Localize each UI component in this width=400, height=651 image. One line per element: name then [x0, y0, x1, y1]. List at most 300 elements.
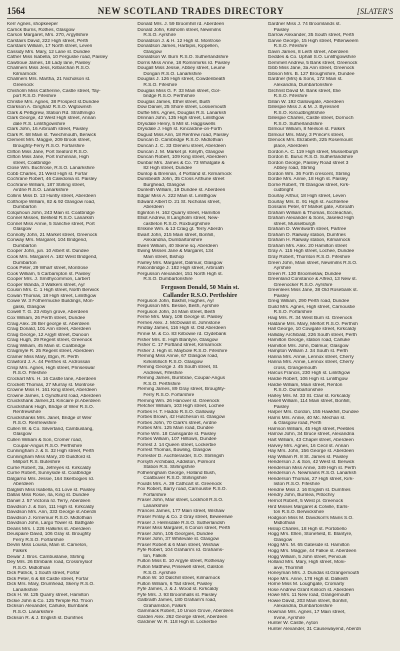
- directory-entry: Donaldson J. & H. 12 High st. Montrose: [137, 38, 221, 44]
- directory-entry: Forbes Brown, 42 Hutcheson st. Glasgow: [137, 415, 225, 421]
- directory-entry: & Glasgow road, Perth: [273, 421, 322, 427]
- directory-entry: Craig Alex. 26 Ber george st. Aberdeen: [7, 321, 90, 327]
- directory-entry: Drysdale Henry, 5 Mill st. Haggswells: [137, 121, 216, 127]
- directory-entry: port R.S.O. Fifeshire: [13, 94, 57, 100]
- directory-entry: Hendrie Miss J. 16 English st. Dumfries: [267, 487, 351, 493]
- directory-entry: Alexandria, Dumbartonshire: [273, 83, 333, 89]
- directory-entry: Hogg Mrs. Maggie, 44 Falkie st. Aberdeen: [267, 548, 357, 554]
- directory-entry: Fraser Miss Margaret, 6 Conon street, Perth: [137, 526, 231, 532]
- directory-entry: Dickson Alexander, Carluke, Burnbank: [7, 604, 89, 610]
- directory-entry: Ferry R.S.O. Forfarshire: [143, 393, 195, 398]
- directory-entry: Connel Miss Annie, 5 Sanchie street, Port: [7, 221, 95, 227]
- directory-entry: Fyfe Robert, 104 Graham's rd. Grahams-: [137, 548, 224, 554]
- directory-entry: Hendry John, Burnlea, Pitlochry: [267, 493, 335, 499]
- directory-entry: Harrow John, 34 Bruce street, Alexandria: [267, 432, 355, 438]
- directory-entry: Dick Peter, 6 & 68 Castle street, Forfar: [7, 576, 89, 582]
- directory-entry: Irvine, Ayrshire: [273, 615, 305, 621]
- directory-entry: R.S.O. Lanarkshire: [13, 609, 54, 615]
- directory-entry: Gray Robert, Thornton R.S.O. Fifeshire: [267, 254, 351, 260]
- directory-entry: Carson Margaret, Mrs. 270, Argyllshire: [7, 33, 89, 39]
- directory-entry: Cowan Thomas, 18 High street, Linlithgow: [7, 293, 97, 299]
- directory-entry: Renfrewshire: [13, 410, 41, 416]
- directory-entry: Howe Mrs. 11 New road, Grangemouth: [267, 593, 350, 599]
- directory-entry: Andrews, Fifeshire: [143, 370, 183, 376]
- directory-entry: Harvey Mrs. Agnes, 16 Cecil st. Annan: [267, 443, 349, 449]
- directory-entry: Drysdale J. High st. Kincardine-on-Forth: [137, 127, 222, 133]
- directory-entry: Glasgow: [13, 432, 32, 438]
- directory-entry: R.S.O. Renfrewshire: [13, 421, 57, 427]
- directory-entry: Gorrie Robert, 78 Glasgow street, Kirk-: [267, 182, 350, 188]
- directory-entry: Fleming George J. 45 South street, St.: [137, 365, 219, 371]
- directory-entry: Greig William, 290 Perth road, Dundee: [267, 299, 350, 305]
- directory-entry: Duffie Mrs. Agnes, Douglas R.S. Lanarksh: [137, 110, 227, 116]
- directory-entry: Dunlop & Brennan, 4 Portland st. Kilmarnock: [137, 171, 232, 177]
- directory-entry: Dumbarton: [13, 243, 37, 249]
- directory-entry: Henderson J. & Son, 42 West st. Berwick: [267, 460, 355, 466]
- directory-entry: Dow Daniel, 25 Shore street, Lossiemouth: [137, 105, 227, 111]
- directory-entry: Chisholm Miss Catherine, Castle street, Tay-: [7, 88, 101, 94]
- directory-entry: Douglas J. 126 High street, Cowdenbeath: [137, 77, 226, 83]
- directory-entry: Cawtroue James, 18 Lady lane, Paisley: [7, 60, 91, 66]
- directory-entry: Henderson Thomas, 27 High street, Kirk-: [267, 476, 354, 482]
- directory-entry: Hardie Robert, 106 High st. Linlithgow: [267, 377, 348, 382]
- directory-entry: Fraser Robert & 6 Main street, Wishaw: [137, 542, 220, 548]
- directory-entry: Hogg Mrs. Ellen, Stonefield, E. Blantyre,: [267, 532, 353, 538]
- directory-entry: Cruickshank Hugh, Bridge of Weir R.S.O.: [7, 404, 95, 410]
- directory-entry: Findlay James, 116 High st. Old Aberdeen: [137, 326, 226, 332]
- directory-entry: R.S.O. Fifeshire: [13, 371, 47, 377]
- directory-entry: Dickie John & Co. 125 Temple Rd. Troon: [7, 598, 93, 604]
- directory-entry: Fulton Matthew, Prisewell street, Galston: [137, 564, 224, 570]
- directory-entry: Paisley: [273, 404, 289, 410]
- directory-entry: Eglinton H. 162 Quarry street, Hamilton: [137, 210, 221, 216]
- directory-entry: Guild Mrs. Agnes, High street, Carnoustie: [267, 304, 356, 310]
- directory-entry: Foulds Mrs. A. 39 Cathcart st. Greenock: [137, 481, 222, 487]
- directory-entry: R.S.O. Fifeshire: [143, 83, 178, 89]
- directory-entry: cross, Grangemouth: [273, 365, 317, 371]
- directory-entry: Fleming Miss Annie, 67 Glasgow road,: [137, 354, 219, 360]
- directory-entry: Garden Alex. 262 George street, Aberdeen: [137, 614, 228, 620]
- directory-entry: Fraser John, Mair street, Lockholl R.S.O.: [137, 498, 224, 504]
- directory-entry: Gavin James, 8 Leith street, Aberdeen: [267, 49, 349, 55]
- directory-entry: Hamilton Mrs. John, Dalmuir, Glasgow: [267, 343, 349, 349]
- directory-entry: cudbright: [273, 188, 294, 194]
- directory-entry: Howie David, 203 Main street, Bonhill,: [267, 598, 348, 604]
- directory-entry: Clark George, 42 West High street, Annan: [7, 116, 96, 122]
- directory-entry: Clifton Miss Jane, Port Inchinnan, High: [7, 155, 89, 161]
- directory-entry: Fraser John, 105 Georgies, Dundee: [137, 531, 214, 537]
- directory-entry: Gibb Miss Jane, 3a Ann street, Greenock: [267, 66, 355, 72]
- directory-entry: Gibson Mrs. B. 127 Broughshire, Dundee: [267, 71, 355, 77]
- featured-listing: Ferguson Donald, 50 Main st.: [160, 283, 240, 291]
- directory-entry: Aberdeen: [13, 482, 34, 488]
- directory-entry: Gardner (Mrs) & Sons, 172 Main st.: [267, 77, 343, 83]
- directory-entry: Cook Peter, 29 Wharf street, Montrose: [7, 266, 89, 272]
- directory-entry: Dick Mrs. Mary, Drumhead, Skeny R.S.O.: [7, 582, 95, 588]
- directory-entry: Crockett Thomas, 27 Murray st. Montrose: [7, 382, 95, 388]
- directory-entry: Forbes William, 107 Hilltown, Dundee: [137, 437, 217, 443]
- directory-entry: R.S.O. Dumbartonshire: [273, 388, 324, 394]
- directory-entry: Chalmers Mrs. Martha, 21 Nicholson st.: [7, 77, 91, 83]
- directory-entry: Fyfe Mrs. J. 93 Broomhalls st. Paisley: [137, 592, 217, 598]
- directory-entry: Haldane Mrs. Mary, Melfort R.S.O. Perthsh: [267, 321, 358, 327]
- directory-entry: Duncan J. C. 33 Gleneru street, Aberdeen: [137, 144, 226, 150]
- directory-entry: Green John, Main street, Newmilns R.S.O.: [267, 260, 358, 266]
- directory-entry: Clark John, 16 Arbroath street, Paisley: [7, 127, 89, 133]
- directory-entry: Craig Hugh, 29 Regent street, Greenock: [7, 338, 93, 344]
- directory-entry: Broughty-Ferry R.S.O. Forfarshire: [13, 144, 85, 150]
- directory-entry: Crisp Mrs. Agnes, High street, Prinseswar: [7, 365, 95, 371]
- directory-entry: Hanna Mrs. Annie, Lennox street, Cherry: [267, 354, 354, 360]
- directory-entry: Fisher J. High st. Maybole R.S.O. Fifeshire: [137, 348, 228, 354]
- directory-entry: 82 High street, Dundee: [143, 166, 193, 172]
- directory-entry: Cochrane Robert, 46 Caledonia st. Paisley: [7, 177, 97, 183]
- directory-entry: R.S.O. Fifeshire: [273, 44, 308, 50]
- directory-entry: Carrick Burns, Rothes, Glasgow: [7, 27, 75, 33]
- directory-entry: Gillespie Miss J. & M. J. Byresnell: [267, 105, 339, 111]
- directory-entry: Close Wm. Buchrose, R.S.O. Lanarkshire: [7, 166, 95, 172]
- directory-entry: Millport R.S. Buteshire: [13, 460, 61, 466]
- directory-entry: Grahamston, Falkirk: [143, 603, 187, 609]
- directory-entry: Greenland Constance & Alfred, 13 New st.: [267, 277, 357, 283]
- directory-entry: Dunleith William, 19 Dundee st. Aberdeen: [137, 188, 226, 194]
- directory-entry: Crowne James, 1 Gyndhurst road, Aberdeen: [7, 393, 101, 399]
- directory-entry: Cowie W. 3 Fothermucke Buildings, Mon-: [7, 299, 95, 305]
- directory-entry: Donald Mrs. J. 59 Broomhill rd. Aberdeen: [137, 22, 225, 27]
- directory-entry: Dalgarno Mrs. Jessie, 164 Skerbogies rd.: [7, 476, 95, 482]
- directory-entry: Colthorpe William, 82 & 92 Glasgow road,: [7, 199, 96, 205]
- directory-entry: Gardiner W. R. 118 High st. Lockerbie: [137, 620, 217, 626]
- directory-entry: Graham D. Railway station, Dumfries: [267, 232, 346, 238]
- directory-entry: Clifton Miss Jane, Port Seaford R.S.O.: [7, 149, 89, 155]
- directory-entry: ton, Falkirk: [143, 553, 167, 559]
- directory-entry: R.S.O. Forfarshire: [273, 310, 313, 316]
- directory-entry: Edgar Miss A. 222 Main st. Linlithgow: [137, 193, 217, 199]
- directory-entry: Dewar J. Bros. Cambuslanie, Stirling: [7, 554, 85, 560]
- directory-entry: Geddes & Co. Uphall S.O. Linlithgowshire: [267, 55, 356, 61]
- directory-entry: Cooper Wanda, 3 Walkers street, Ayr: [7, 282, 85, 288]
- directory-entry: Connel Misses, Belifield R.S.O. Lanarksh: [7, 216, 94, 222]
- directory-entry: Hodgson Miss M. Davidson's Mains S.O.: [267, 515, 354, 521]
- directory-entry: Harcus Francis, 230 High st. Linlithgow: [267, 371, 351, 377]
- directory-entry: Carstairs David, 222 High street, Perth: [7, 38, 89, 44]
- directory-entry: Dalglish Miss Isabella, 61 Love st. Paisley: [7, 487, 96, 493]
- directory-entry: Clark R. 68 Main st. Twechmouth, Berwick: [7, 132, 97, 138]
- directory-columns: [7, 22, 393, 632]
- directory-entry: Cramer Miss Mary, Elgin, R. Perth: [7, 354, 79, 360]
- directory-entry: Fisher C. 17 Portland street, Kilmarnock: [137, 343, 222, 349]
- directory-entry: Harris Mrs. Annie, 40 Mc. Mechan st.: [267, 415, 346, 421]
- directory-entry: Duncan Robert, 109 King street, Aberdeen: [137, 155, 227, 161]
- directory-entry: Hampton William J. 34 South st. Perth: [267, 349, 348, 355]
- directory-entry: Dumbarton: [13, 260, 37, 266]
- directory-entry: Coatbuver R.S.O. Stirlingshire: [143, 476, 207, 482]
- directory-entry: Fox Robert, Barry road, Carnoustie R.S.O.: [137, 487, 227, 493]
- directory-entry: Cruickshank James,21 Kincaire pl.Aberdeen: [7, 399, 101, 405]
- directory-entry: Gilmour William, 8 Neilson st. Falkirk: [267, 127, 345, 133]
- directory-entry: Daniel J. 57 Victoria rd. Terry, Aberdeen: [7, 499, 91, 505]
- directory-entry: Gourlay Mrs. E. 91 High st. Auchterlee: [267, 199, 349, 205]
- directory-entry: Gardner Miss J. 74 Broomlands st.: [267, 22, 341, 27]
- directory-entry: Forbes Mrs. 125 Main road, Dundee: [137, 426, 214, 432]
- directory-entry: R.S.O. Dumbartonshire: [143, 277, 193, 283]
- directory-entry: Douglas Miss G. F. 33 Main street, Gor-: [137, 88, 221, 94]
- directory-entry: Garrow Alexander, 35 South street, Perth: [267, 33, 355, 39]
- directory-entry: Davidson J. Kirriemuir R.S.O. Midlothian: [7, 515, 92, 521]
- directory-entry: Forbes John, 70 Clark's street, Airdrie: [137, 420, 217, 426]
- directory-entry: Duguid Miss Ann, 18 Renfrew road, Paisley: [137, 132, 229, 138]
- directory-entry: Kilmarnock: [13, 71, 37, 77]
- directory-entry: Donald John, Kilsholm street, Newmilns: [137, 27, 222, 33]
- directory-entry: Cather Miss Isabella, 10 Ferguslie road, Paisley: [7, 55, 108, 61]
- directory-entry: Hardie William, Main street, Renton: [267, 382, 343, 388]
- directory-entry: Dick H. W. 125 Quarry street, Hamilton: [7, 593, 89, 599]
- directory-entry: Hunter Alexander, 31 Causewayend, Aberdn: [267, 626, 362, 632]
- directory-entry: Harrison William, 45 High street, Peebles: [267, 426, 355, 432]
- directory-entry: Hope Mrs. Anne, 178 High st. Dalkeith: [267, 576, 349, 582]
- directory-entry: Graham William & Thomas, Eccleachan,: [267, 210, 353, 216]
- directory-entry: Deans Mrs. I. 226 Halkirks st. Aberdeen: [7, 526, 91, 532]
- directory-entry: Forsyth Archibald, Addiston, Polmont: [137, 459, 215, 465]
- directory-entry: R.S.O. Fifeshire: [273, 94, 308, 100]
- directory-entry: Aberdeen: [143, 205, 164, 211]
- directory-entry: Cruickshanks Mrs. Janet, Bridge of Weir: [7, 415, 92, 421]
- directory-entry: ton R.S.O. Berwickshire: [273, 510, 325, 516]
- directory-entry: Finnie M. & Co. 83 Kilbowie rd. Clydebank: [137, 331, 227, 337]
- directory-entry: R.S.O. Perthshire: [143, 381, 181, 387]
- directory-entry: Henderson Miss Annie, 349 High st. Perth: [267, 465, 356, 471]
- directory-entry: Fotheringham George, Holland Bush,: [137, 470, 217, 476]
- directory-entry: Howman Mrs. Agnes, 17 Main street,: [267, 609, 346, 615]
- directory-entry: Hogg William, 5 John street, Penicuik: [267, 554, 347, 560]
- directory-entry: Fyfe James, J. & J. Wood st. Kirkcaldy: [137, 587, 219, 593]
- directory-entry: bridge R.S.O. Perthshire: [143, 94, 196, 100]
- directory-entry: Gillespie Charles, Castle street, Dornoch: [267, 116, 354, 122]
- directory-entry: Halliday Archibald, 226 South street, Perth: [267, 332, 357, 338]
- directory-entry: aive, Thornhill: [273, 565, 304, 571]
- column-3: [268, 22, 393, 632]
- directory-entry: Ferries Alex. J. McDowall st. Johnstone: [137, 320, 221, 326]
- directory-entry: Lanarkshire: [143, 503, 169, 509]
- directory-entry: Kerr Agnes, shopkeeper: [7, 22, 58, 27]
- page-number: 1564: [7, 6, 25, 16]
- directory-entry: Fleming Wm. 26 Hanover st. Greenock: [137, 398, 220, 404]
- directory-entry: Paisley: [273, 293, 289, 299]
- directory-entry: Hislop Charles, 18 High st. Portobello: [267, 526, 347, 532]
- directory-entry: Crockart Mrs. H. 16 Castle lane, Aberdeen: [7, 377, 97, 382]
- directory-entry: Honeyman Mrs. J. Dundas st.Grangemouth: [267, 571, 360, 577]
- directory-entry: Devlin Miss Louisa, Main st. Camelon,: [7, 543, 88, 549]
- directory-entry: street, Musselburgh: [273, 221, 316, 227]
- directory-entry: Gordie Mrs. Annie, 18 High st. Paisley: [267, 177, 348, 183]
- directory-entry: Carstairs William, 17 North street, Leven: [7, 44, 93, 50]
- directory-entry: Station R.S. Stirlingshire: [143, 465, 195, 471]
- directory-entry: Fraser Finlay & Co. 2 Gray street, Beweeswe: [137, 515, 233, 521]
- directory-entry: Fergusson Mrs. Bessie, Beith, Ayrshire: [137, 304, 220, 310]
- directory-entry: Gemmell Andrew, 5 Bank street, Greenock: [267, 60, 358, 66]
- directory-entry: Colquhoun John, 243 Main st. Coatbridge: [7, 210, 95, 216]
- directory-entry: Cullen W. & Co. Silvertand, Cambuslang,: [7, 426, 94, 432]
- directory-entry: Cook Mrs. Margaret A. 182 West Bridgend,: [7, 254, 98, 260]
- directory-entry: Clarkson A. Ginghalz R.S.O. Wigtownsh: [7, 105, 92, 111]
- directory-entry: Hogg Mrs. M. 65 Gateside st. Hamilton: [267, 543, 350, 549]
- directory-entry: Hunter W. Castle, Ayton: [267, 621, 318, 627]
- directory-entry: street, Coatbridge: [13, 160, 51, 166]
- directory-entry: gaski, Glasgow: [13, 304, 46, 310]
- directory-entry: R.S.O. Ayrshire: [143, 570, 176, 576]
- directory-entry: Alexandria, Dumbartonshire: [143, 238, 203, 244]
- directory-entry: liston R.S.O. Fifeshire: [273, 482, 320, 488]
- directory-entry: Garvie George, 15 High street, Pittenweem: [267, 38, 359, 44]
- directory-entry: Cooper John, jun. 10 Albert st. Dundee: [7, 249, 89, 255]
- directory-entry: castleton R.S.O. Roxburghshire: [143, 221, 211, 227]
- directory-entry: Duncan D. Cambridge R.S.O. Midlothian: [137, 138, 223, 144]
- directory-entry: Craigmyle R. 25 Regent street, Aberdeen: [7, 349, 94, 355]
- directory-entry: R.S.O. Kircudbrightshire: [273, 110, 325, 116]
- title-section: SCOTLAND TRADES DIRECTORY: [123, 6, 285, 16]
- directory-entry: Dorris Miss Anne, 18 Romnmirks rd. Paisley: [137, 60, 230, 66]
- directory-entry: Forfarshire: [143, 492, 167, 498]
- directory-entry: Fisher Mrs. E. High Blantyre, Glasgow: [137, 337, 218, 343]
- directory-entry: Ewen William, 40 Skene sq. Aberdeen: [137, 243, 218, 249]
- directory-entry: Graham D. Wentworth street, Partree: [267, 227, 347, 233]
- directory-entry: Ferry R.S.O. Forfarshire: [13, 537, 64, 543]
- directory-entry: Craig George, 12 Argyll street, Dunoon: [7, 332, 89, 338]
- directory-entry: Crawford J. A. 44 Perthes st. Ardrossan: [7, 360, 91, 366]
- directory-entry: Craig William, 45 Main st. Coatbridge: [7, 343, 86, 349]
- directory-entry: Fleming James, 89 Gray street, Broughty-: [137, 387, 226, 393]
- directory-entry: Elliot Andrew, 8 Langholm street, New-: [137, 216, 219, 222]
- page-header: [7, 6, 393, 19]
- directory-entry: Fraser John, 37 Whitevale st. Glasgow: [137, 537, 219, 543]
- directory-entry: Hasell William, 114 Main street, Bonhill,: [267, 399, 351, 405]
- directory-entry: Graham Mrs. Alex. 20 Hamilton street: [267, 243, 347, 249]
- directory-entry: Cunningham Miss Mary, 20 Guildford st.: [7, 454, 92, 460]
- directory-entry: Gilchrist David M. Bank street, Elie: [267, 88, 341, 94]
- directory-entry: Ewing Misses Jane & Margaret, 134: [137, 249, 214, 255]
- directory-entry: Hird Misses Margaret & Colville, Earls-: [267, 504, 349, 510]
- directory-entry: Dougall Miss Jessie, Abbey street, Leuine: [137, 66, 226, 72]
- directory-entry: Hanna Mrs. Annie, Lennox street, Cherry: [267, 360, 354, 366]
- directory-entry: Gordon Wm. 36 Forth crescent, Stirling: [267, 171, 351, 177]
- directory-entry: Forrester D. Auchterarder, S.O. Stirlingsh: [137, 454, 224, 460]
- directory-entry: Currie Robert, 3a, Jefreyes st. Kirkcaldy: [7, 465, 91, 471]
- directory-entry: Ewart John, 215 Main street, Bonhill,: [137, 232, 215, 238]
- directory-entry: Fleming James, Burnbrae, Coupar-Angus: [137, 376, 225, 382]
- directory-entry: Dickson R. & J. English st. Dumfries: [7, 615, 84, 621]
- directory-entry: Fairley Mrs. Margaret, Dalmuir, Glasgow: [137, 260, 223, 266]
- directory-entry: Glenock Mrs. Elizabeth, 225 Rosemount: [267, 138, 353, 144]
- directory-entry: Graham Alexander & Sons, Jaseled High: [267, 216, 354, 222]
- directory-entry: Greenock: [13, 83, 34, 89]
- directory-entry: Cowell T. G. 23 Albyn grove, Aberdeen: [7, 310, 89, 316]
- directory-entry: Ayrshire: [273, 266, 291, 272]
- directory-entry: Burghead, Glasgow: [143, 182, 186, 188]
- directory-entry: Craig Donald, 101 Ann street, Aberdeen: [7, 327, 91, 333]
- directory-entry: Dumbarton: [13, 205, 37, 211]
- directory-entry: Deuspaire David, 106 Gray st. Broughty: [7, 532, 91, 538]
- directory-entry: Hay Mrs. John, 156 George st. Aberdeen: [267, 449, 354, 455]
- directory-entry: Forbes H. T. Haddo R.S.O. Galloway: [137, 409, 215, 415]
- directory-entry: Kirkintilloch R.S.O. Glasgow: [143, 359, 203, 365]
- directory-entry: Hose Andrew Grant Kinloch st. Aberdeen: [267, 587, 354, 593]
- directory-entry: Horne Miss M. Loughgate, Cromarty: [267, 582, 345, 588]
- directory-entry: Harper Mrs. Gordon, 155 Hawkhill, Dundee: [267, 410, 359, 416]
- directory-entry: Conway Mrs. Margaret, 104 Bridgend,: [7, 238, 88, 244]
- directory-entry: Main street, Bishop: [143, 254, 184, 260]
- directory-entry: Graham H. Railway station, Kilmarnock: [267, 238, 351, 244]
- directory-entry: Falkirk: [13, 548, 27, 554]
- directory-entry: Paisley: [273, 27, 289, 33]
- directory-entry: Christie Mrs. Agnes, 38 Prospect st.Dundee: [7, 99, 100, 105]
- directory-entry: R.S.O. Ayrshire: [143, 33, 176, 39]
- title-prefix: NEW: [97, 6, 121, 16]
- page-title: [98, 6, 284, 16]
- directory-entry: Douglas James, Ethel street, Buith: [137, 99, 211, 105]
- column-1: [7, 22, 132, 632]
- directory-entry: Cunningham J. & S. 32 High street, Perth: [7, 449, 95, 455]
- directory-entry: Fletcher William, 103 High street, Lochee: [137, 404, 225, 410]
- directory-entry: Ferrie Mrs. Mary, 108 George st. Paisley: [137, 315, 223, 321]
- publisher-name: [SLATER'S: [356, 7, 393, 16]
- directory-entry: Glasgow: [273, 537, 293, 543]
- directory-entry: Gossans Peter, 67 Market gate, Arbroath: [267, 205, 354, 211]
- directory-entry: Fulton Miss E. 10 Argyle street, Rothesay: [137, 559, 225, 565]
- directory-entry: Davidson J. & Son, 111 High st. Kirkcaldy: [7, 504, 94, 510]
- directory-entry: Haig Mrs. R. 34 West Burn st. Greenock: [267, 315, 353, 321]
- directory-entry: Erskine Wm. & 13 Craig gt. Terry Aberdn: [137, 227, 223, 233]
- directory-entry: Falconbridge J. 182 High street, Arbroath: [137, 266, 224, 272]
- directory-entry: Edward Albert D. 21 St. Nicholas street,: [137, 199, 221, 205]
- column-2: [137, 22, 262, 632]
- directory-entry: dale R.S. Linlithgowshire: [13, 121, 66, 127]
- directory-entry: Crowne Miss H. 161 King street, Aberdeen: [7, 388, 97, 394]
- directory-entry: Gordon A. C. 119 High street, Musselburgh: [267, 149, 359, 155]
- directory-entry: Cobb Charles, 21 West High st. Forfar: [7, 171, 88, 177]
- directory-entry: Gammack Robert, 10 Union Grove, Aberdeen: [137, 609, 234, 615]
- directory-entry: place, Aberdeen: [273, 144, 308, 150]
- directory-entry: Gillan W. 192 Gallowgate, Aberdeen: [267, 99, 344, 105]
- directory-entry: Cousin Mrs. C. 1 High street, North Berwick: [7, 288, 99, 294]
- directory-entry: Dick Patrick, 1 South street, Forfar: [7, 571, 80, 577]
- directory-entry: Cooper Mrs. J. Smithycommon, Larbert: [7, 277, 90, 283]
- directory-entry: Cox William, 26 Perth street, Dundee: [7, 315, 86, 321]
- directory-entry: Clement Mrs. Maggie, 209 Brook street,: [7, 138, 91, 144]
- directory-entry: Holland Mrs. Mary, High street, Moni-: [267, 560, 346, 566]
- directory-entry: Glasgow: [13, 227, 32, 233]
- directory-entry: Gourlay Arthur, 18 High street, Leven: [267, 193, 346, 199]
- directory-entry: Fulton William, 6 Tait street, Paisley: [137, 581, 213, 587]
- directory-entry: Green R. 130 Broomielaw, Dundee: [267, 271, 342, 277]
- directory-entry: Abbey road, Stirling: [273, 166, 316, 172]
- directory-entry: Collins Miss D. 13 Huntly street, Aberdeen: [7, 193, 96, 199]
- directory-entry: Alexandria, Dumbartonshire: [273, 604, 333, 610]
- directory-entry: Hall George, 10 Cowgate street, Kirkcaldy: [267, 327, 357, 333]
- directory-entry: Connolly John, 21 Market street, Greenock: [7, 232, 98, 238]
- directory-entry: Duncan J. M. Market pl. Kilsyth, Glasgow: [137, 149, 224, 155]
- directory-entry: Currie Robert, Sunnyside st. Coatbridge: [7, 471, 92, 477]
- directory-entry: Hart William, 43 Chapel street, Aberdeen: [267, 438, 354, 444]
- directory-entry: Fulton W. 10 Dalchill street, Kilmarnock: [137, 576, 220, 582]
- directory-entry: Lanarkshire: [13, 587, 38, 593]
- directory-entry: Fraser J. Helmsdale R.S.O. Sutherlandsh: [137, 520, 225, 526]
- directory-entry: Dongan R.S.O. Lanarkshire: [143, 71, 202, 77]
- directory-entry: Cassidy Mrs. Mary, 12 Lane st. Dundee: [7, 49, 91, 55]
- directory-entry: Cook William, 5 Carbampton st. Paisley: [7, 271, 91, 277]
- directory-entry: Greenlees Miss Jane, 38 Old Rosebank st.: [267, 288, 358, 294]
- directory-entry: Frances James, 177 Main street, Wishaw: [137, 509, 225, 515]
- directory-entry: Hamilton George, station road, Carluke: [267, 338, 351, 344]
